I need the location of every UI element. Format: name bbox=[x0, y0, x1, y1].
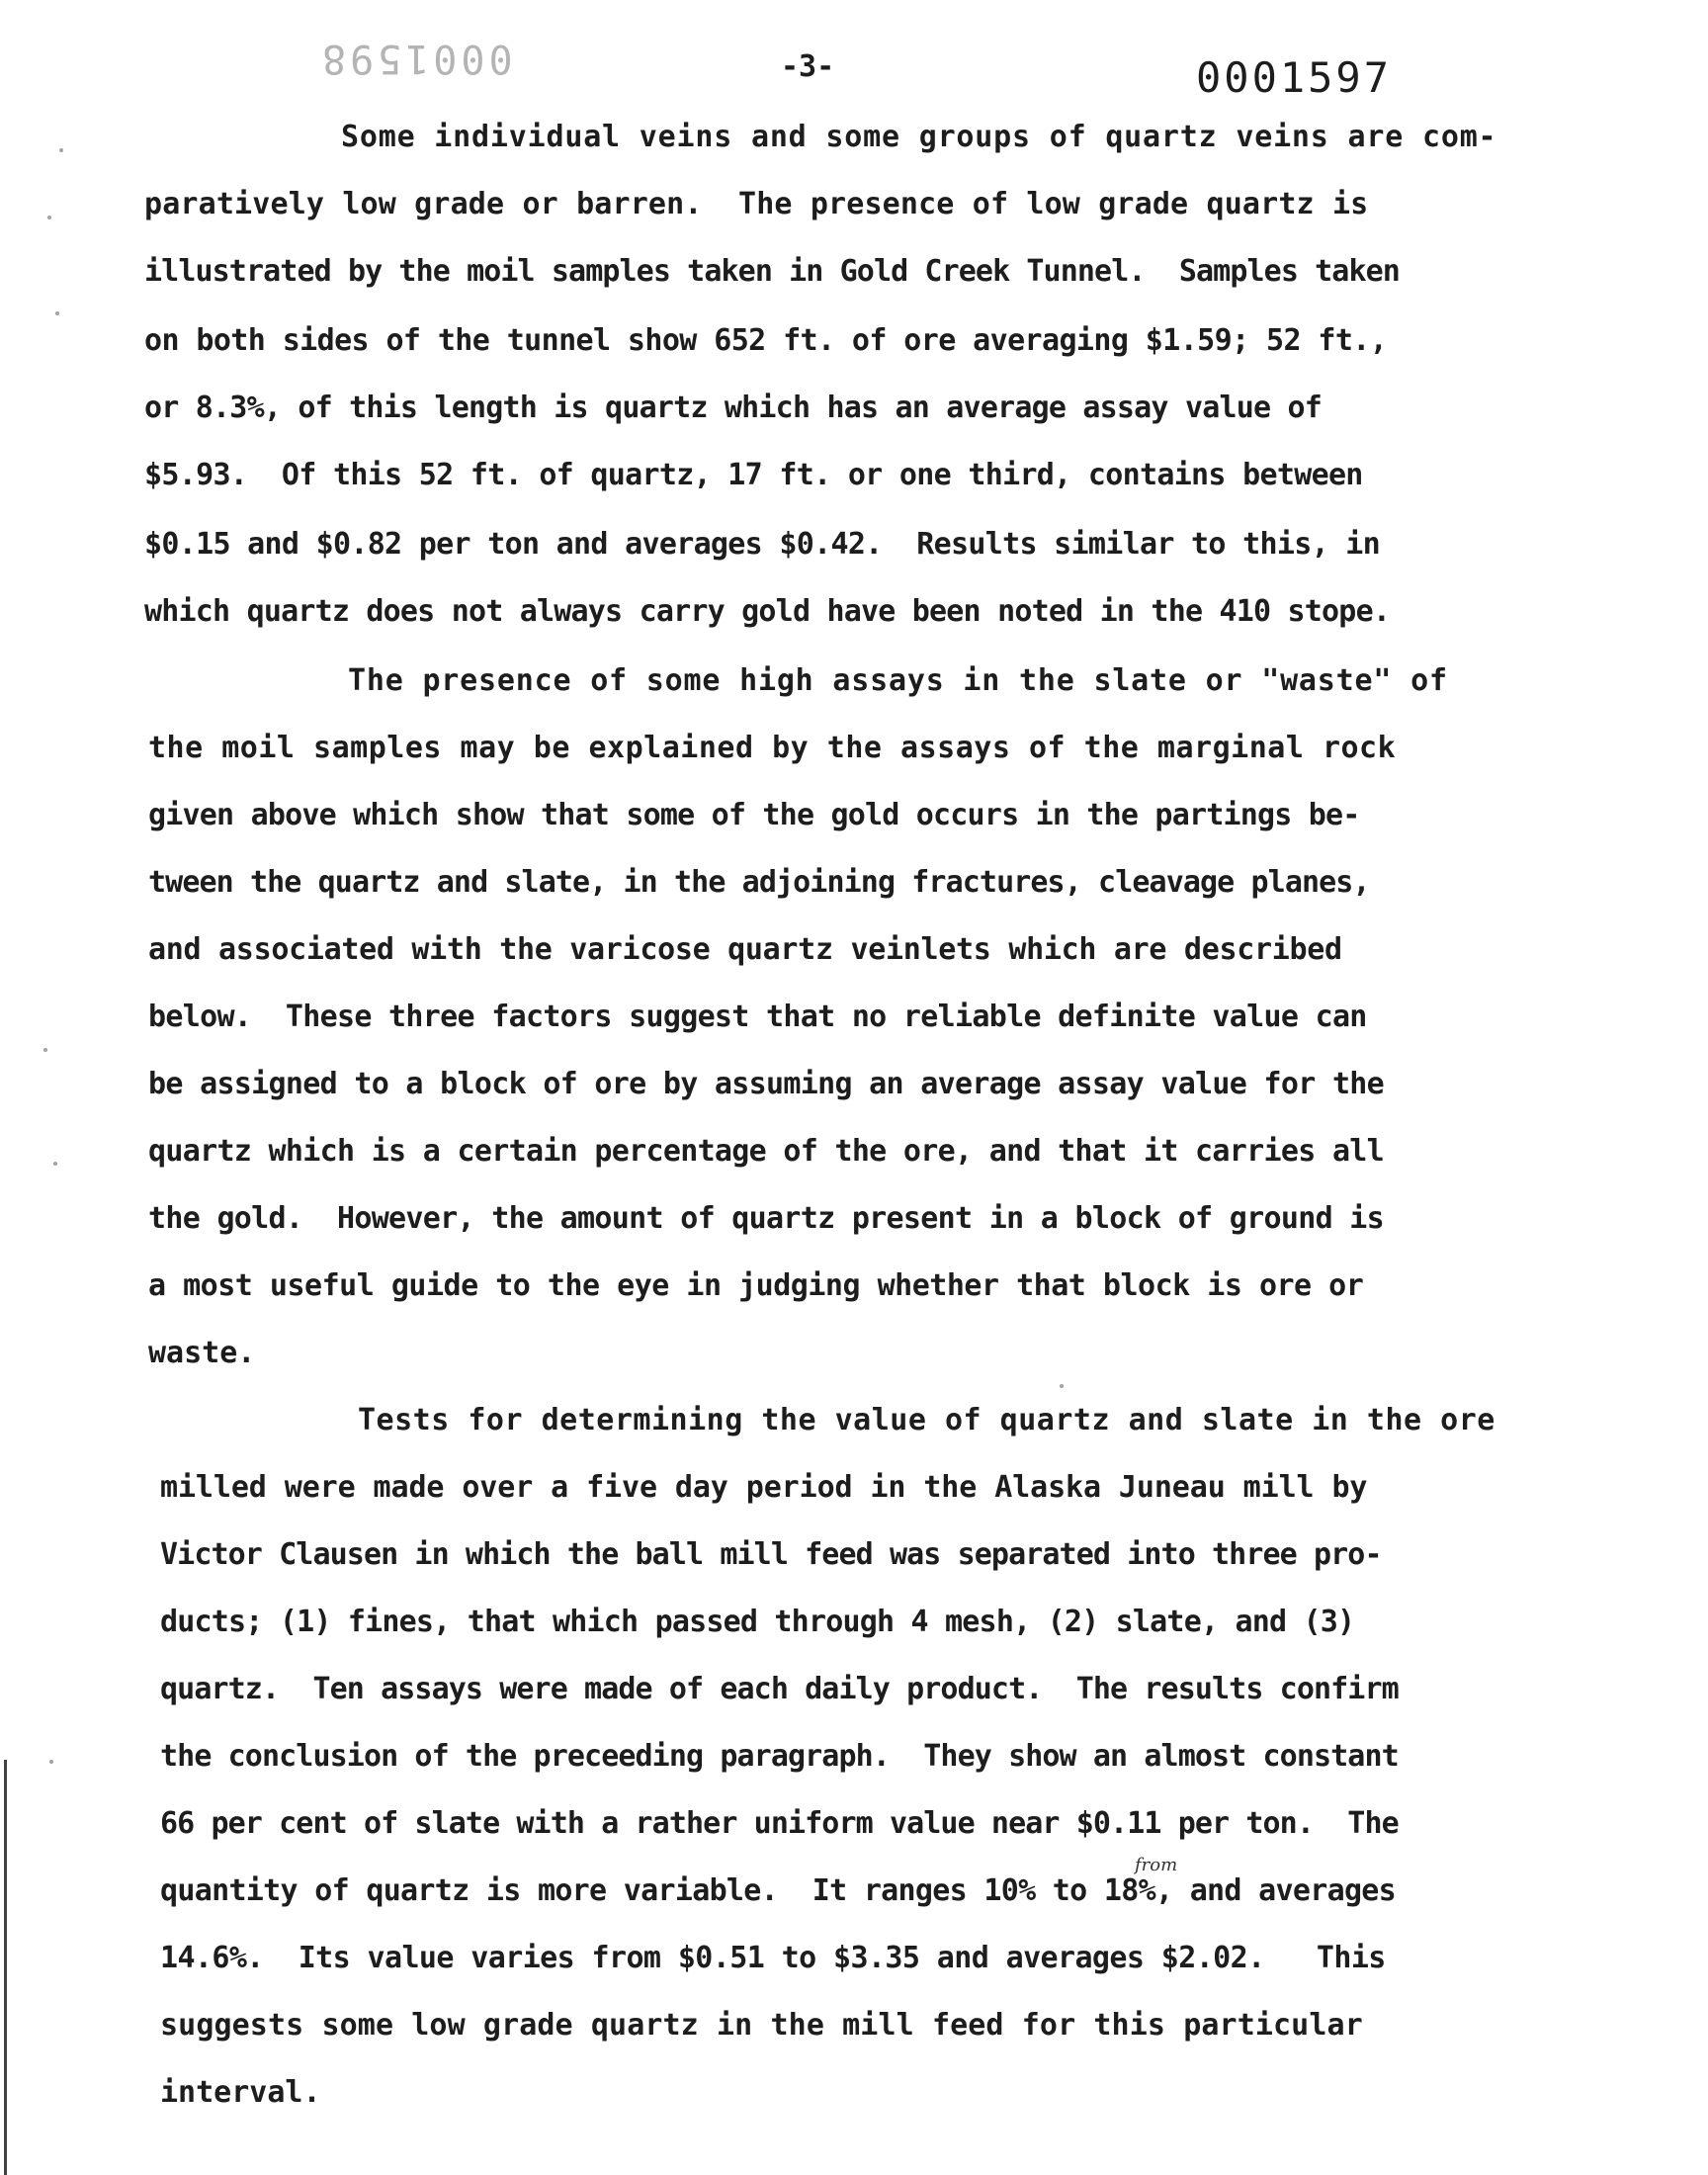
handwritten-annotation: from bbox=[1135, 1855, 1178, 1875]
text-line: quantity of quartz is more variable. It ranges 10% to 18%, and averages bbox=[160, 1873, 1397, 1908]
scan-speck bbox=[53, 1162, 57, 1166]
text-line: the gold. However, the amount of quartz present in a block of ground is bbox=[148, 1201, 1385, 1236]
text-line: ducts; (1) fines, that which passed through 4 mesh, (2) slate, and (3) bbox=[160, 1605, 1355, 1639]
text-line: quartz. Ten assays were made of each daily product. The results confirm bbox=[160, 1672, 1399, 1706]
scan-speck bbox=[55, 311, 59, 315]
text-line: illustrated by the moil samples taken in Gold Creek Tunnel. Samples taken bbox=[144, 254, 1400, 289]
text-line: the moil samples may be explained by the assays of the marginal rock bbox=[148, 731, 1397, 765]
text-line: $0.15 and $0.82 per ton and averages $0.42. Results similar to this, in bbox=[144, 527, 1381, 562]
text-line: Some individual veins and some groups of quartz veins are com- bbox=[341, 120, 1497, 154]
text-line: 66 per cent of slate with a rather uniform value near $0.11 per ton. The bbox=[160, 1806, 1399, 1841]
text-line: the conclusion of the preceeding paragraph. They show an almost constant bbox=[160, 1739, 1399, 1774]
text-line: be assigned to a block of ore by assuming an average assay value for the bbox=[148, 1067, 1385, 1101]
document-id-stamp: 0001597 bbox=[1196, 53, 1393, 102]
text-line: paratively low grade or barren. The presence of low grade quartz is bbox=[144, 187, 1369, 221]
text-line: and associated with the varicose quartz veinlets which are described bbox=[148, 932, 1342, 967]
scan-speck bbox=[1060, 1384, 1064, 1388]
scan-speck bbox=[47, 216, 51, 219]
text-line: given above which show that some of the gold occurs in the partings be- bbox=[148, 798, 1360, 832]
text-line: The presence of some high assays in the slate or "waste" of bbox=[348, 663, 1448, 698]
text-line: 14.6%. Its value varies from $0.51 to $3.35 and averages $2.02. This bbox=[160, 1941, 1386, 1975]
text-line: below. These three factors suggest that no reliable definite value can bbox=[148, 1000, 1367, 1034]
page-number: -3- bbox=[781, 49, 835, 84]
text-line: which quartz does not always carry gold have been noted in the 410 stope. bbox=[144, 594, 1391, 629]
text-line: on both sides of the tunnel show 652 ft. of ore averaging $1.59; 52 ft., bbox=[144, 323, 1388, 358]
text-line: Victor Clausen in which the ball mill feed was separated into three pro- bbox=[160, 1537, 1382, 1572]
text-line: interval. bbox=[160, 2075, 321, 2110]
text-line: suggests some low grade quartz in the mill feed for this particular bbox=[160, 2008, 1363, 2043]
text-line: Tests for determining the value of quartz and slate in the ore bbox=[358, 1403, 1495, 1437]
text-line: or 8.3%, of this length is quartz which has an average assay value of bbox=[144, 391, 1323, 425]
scan-speck bbox=[43, 1048, 47, 1052]
scan-speck bbox=[59, 148, 63, 152]
text-line: waste. bbox=[148, 1336, 256, 1370]
scan-speck bbox=[49, 1760, 53, 1764]
binding-edge-line bbox=[4, 1760, 7, 2175]
text-line: $5.93. Of this 52 ft. of quartz, 17 ft. or one third, contains between bbox=[144, 458, 1363, 492]
text-line: milled were made over a five day period in the Alaska Juneau mill by bbox=[160, 1470, 1368, 1505]
text-line: a most useful guide to the eye in judging whether that block is ore or bbox=[148, 1268, 1364, 1303]
text-line: quartz which is a certain percentage of the ore, and that it carries all bbox=[148, 1134, 1385, 1169]
mirrored-stamp-ghost: 0001598 bbox=[318, 36, 513, 81]
text-line: tween the quartz and slate, in the adjoining fractures, cleavage planes, bbox=[148, 865, 1370, 900]
